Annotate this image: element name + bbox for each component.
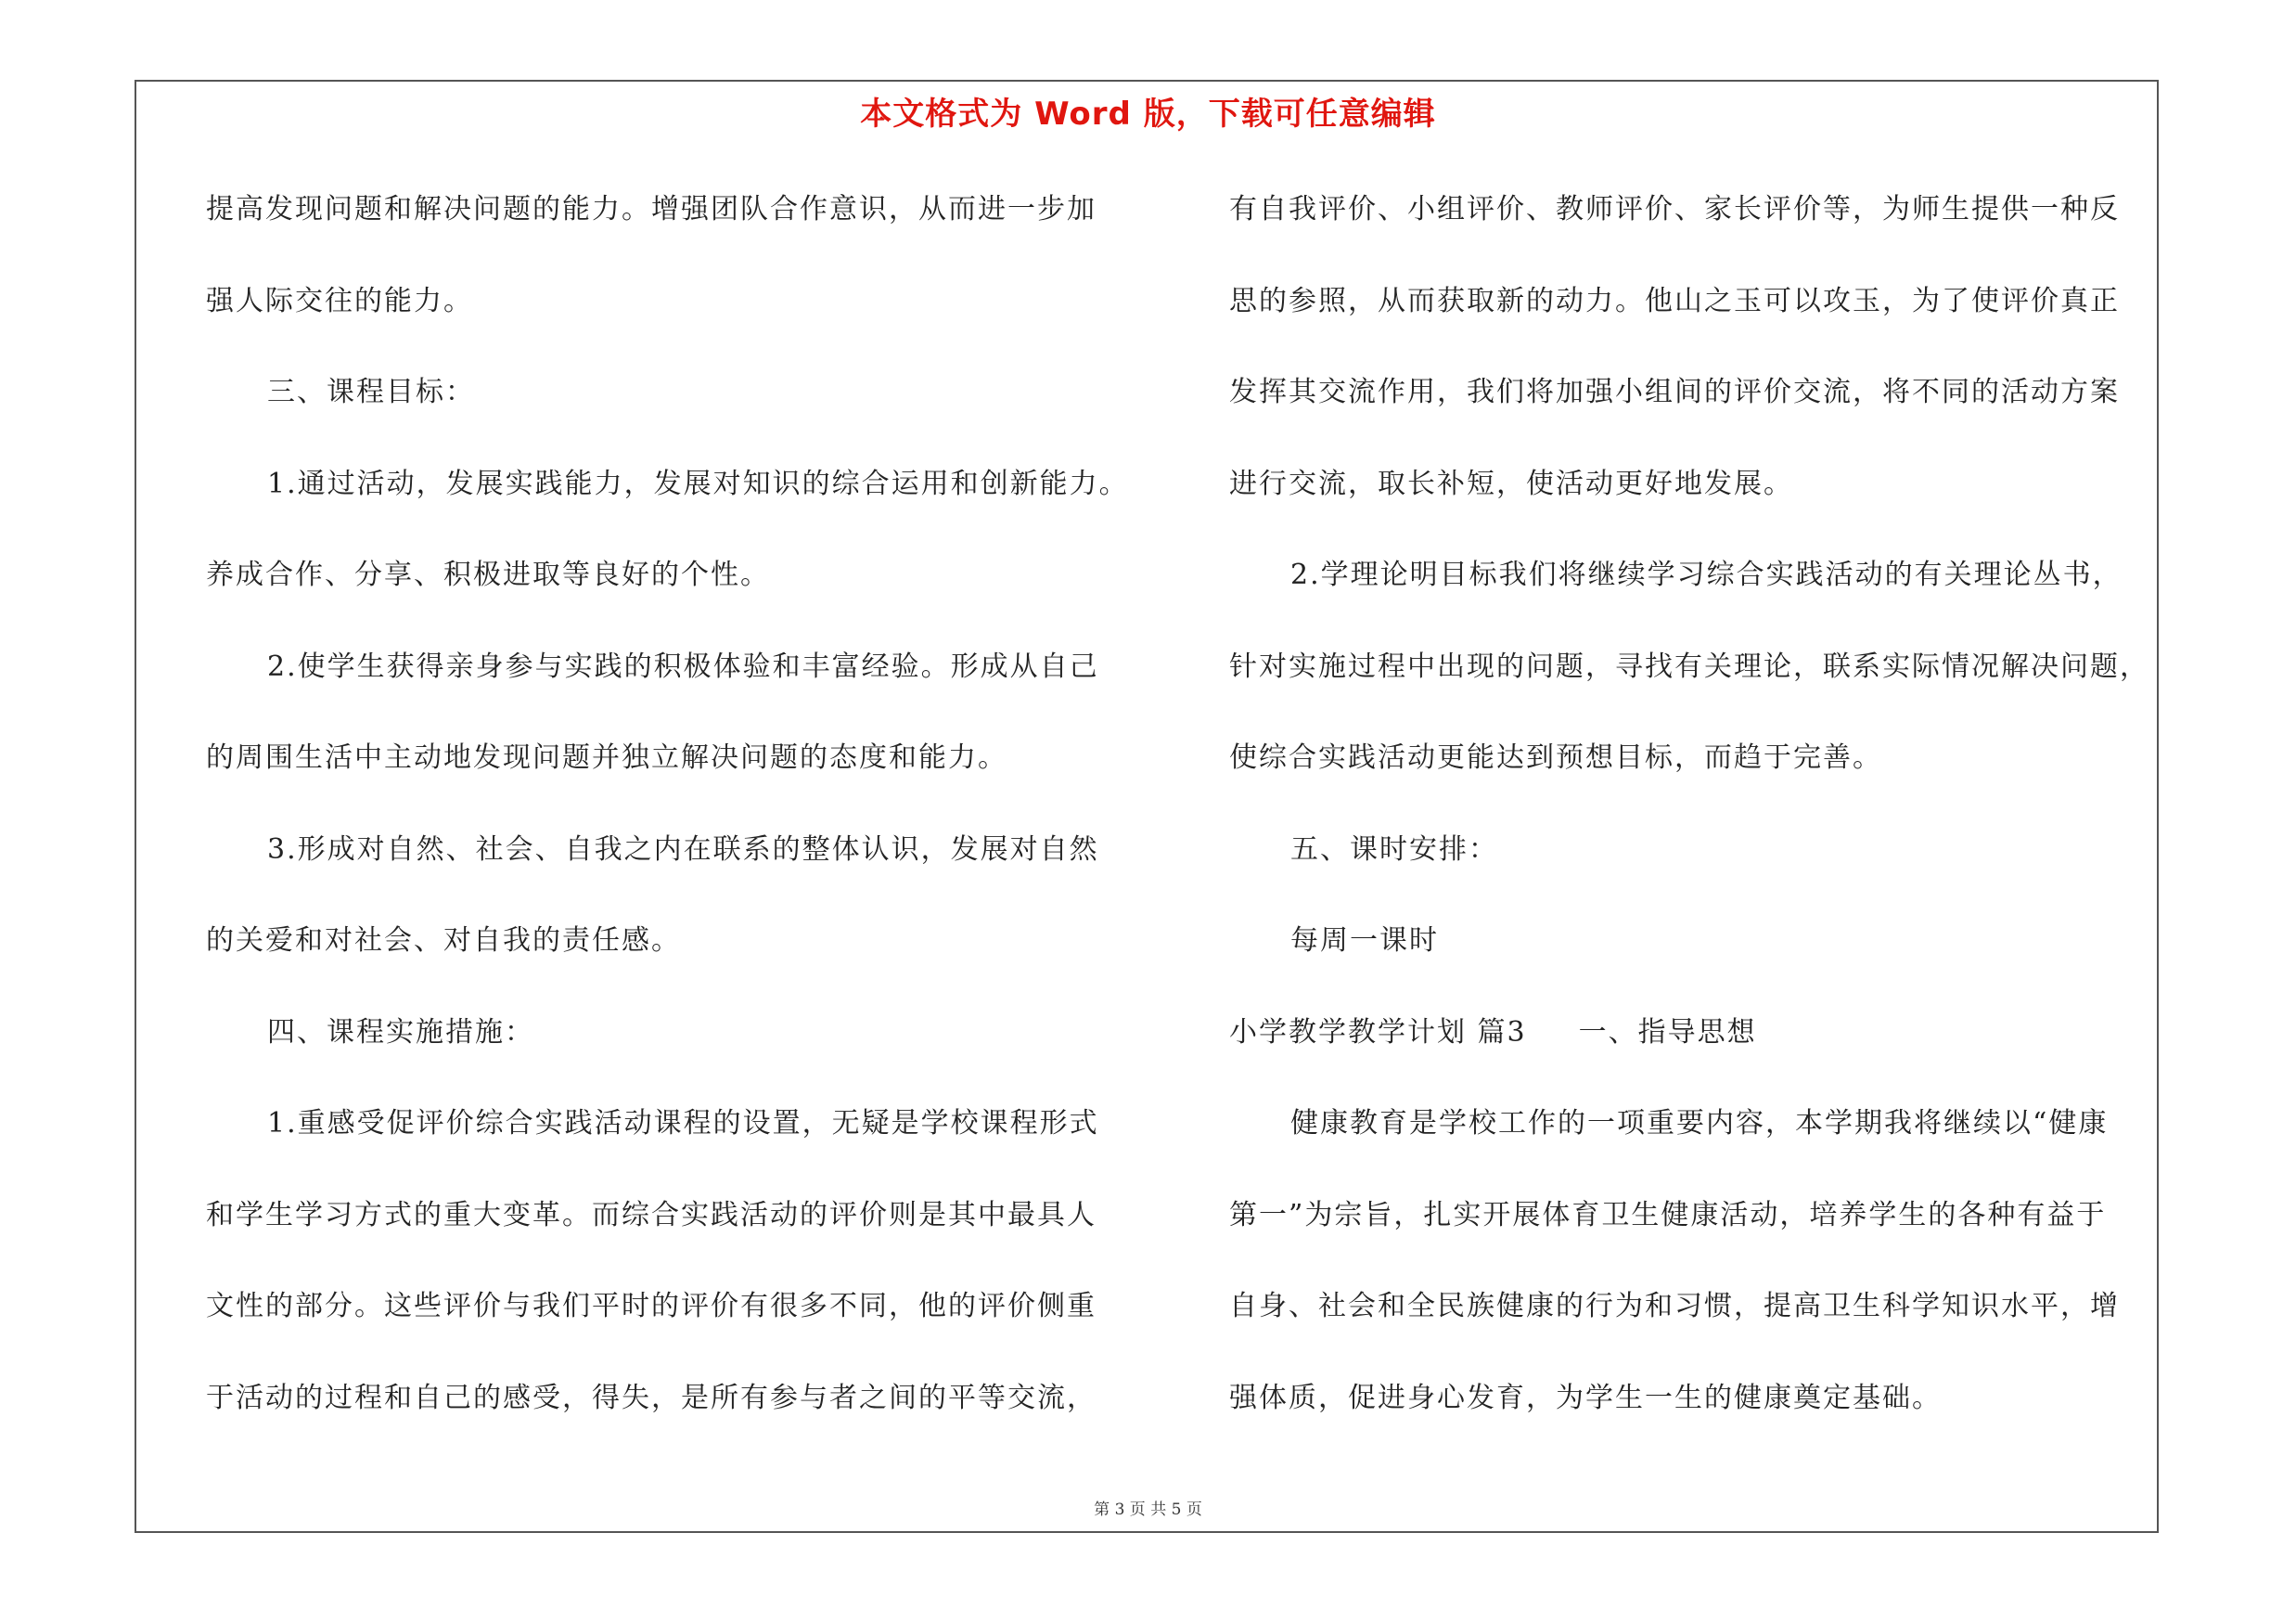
text-line [1229, 1371, 2166, 1462]
line-text: 进行交流，取长补短，使活动更好地发展。 [1229, 467, 1793, 500]
text-line [206, 913, 1134, 1005]
text-line [206, 182, 1134, 274]
text-line [1229, 1279, 2166, 1371]
line-text: 使综合实践活动更能达到预想目标，而趋于完善。 [1229, 741, 1882, 774]
line-text: 提高发现问题和解决问题的能力。增强团队合作意识，从而进一步加 [206, 193, 1097, 225]
text-line [206, 1371, 1134, 1462]
page-footer: 第 3 页 共 5 页 [1094, 1501, 1202, 1519]
text-line [206, 365, 1134, 457]
text-line [206, 822, 1134, 914]
line-text: 强体质，促进身心发育，为学生一生的健康奠定基础。 [1229, 1381, 1942, 1414]
text-line [1229, 365, 2166, 457]
text-line [1229, 639, 2166, 731]
text-line [206, 274, 1134, 366]
line-text: 有自我评价、小组评价、教师评价、家长评价等，为师生提供一种反 [1229, 193, 2120, 225]
line-text: 的周围生活中主动地发现问题并独立解决问题的态度和能力。 [206, 741, 1007, 774]
text-line [1229, 1096, 2166, 1188]
line-text: 三、课程目标： [267, 376, 475, 408]
text-line [1229, 913, 2166, 1005]
right-column [1229, 182, 2166, 1462]
text-line [1229, 457, 2166, 548]
text-line [1229, 1005, 2166, 1097]
line-text: 发挥其交流作用，我们将加强小组间的评价交流，将不同的活动方案 [1229, 376, 2120, 408]
section-heading: 一、指导思想 [1578, 1015, 1757, 1049]
line-text: 文性的部分。这些评价与我们平时的评价有很多不同，他的评价侧重 [206, 1290, 1097, 1322]
line-text: 小学教学教学计划 篇3 [1229, 1015, 1527, 1049]
text-line [206, 457, 1134, 548]
line-text: 自身、社会和全民族健康的行为和习惯，提高卫生科学知识水平，增 [1229, 1290, 2120, 1322]
line-text: 的关爱和对社会、对自我的责任感。 [206, 924, 681, 957]
format-banner: 本文格式为 Word 版，下载可任意编辑 [860, 96, 1436, 133]
text-line [206, 1005, 1134, 1097]
line-text: 强人际交往的能力。 [206, 284, 473, 317]
text-line [206, 730, 1134, 822]
text-line [206, 639, 1134, 731]
text-line [1229, 547, 2166, 639]
text-line [206, 1279, 1134, 1371]
line-text: 每周一课时 [1290, 924, 1439, 957]
line-text: 1.通过活动，发展实践能力，发展对知识的综合运用和创新能力。 [267, 467, 1129, 500]
line-text: 针对实施过程中出现的问题，寻找有关理论，联系实际情况解决问题， [1229, 650, 2149, 683]
line-text: 第一”为宗旨，扎实开展体育卫生健康活动，培养学生的各种有益于 [1229, 1198, 2107, 1231]
line-text: 于活动的过程和自己的感受，得失，是所有参与者之间的平等交流， [206, 1381, 1097, 1414]
text-line [206, 547, 1134, 639]
text-line [206, 1188, 1134, 1280]
line-text: 思的参照，从而获取新的动力。他山之玉可以攻玉，为了使评价真正 [1229, 284, 2120, 317]
line-text: 1.重感受促评价综合实践活动课程的设置，无疑是学校课程形式 [267, 1107, 1099, 1140]
text-line [1229, 1188, 2166, 1280]
text-line [1229, 182, 2166, 274]
text-line [206, 1096, 1134, 1188]
line-text: 3.形成对自然、社会、自我之内在联系的整体认识，发展对自然 [267, 832, 1099, 866]
text-line [1229, 274, 2166, 366]
line-text: 2.学理论明目标我们将继续学习综合实践活动的有关理论丛书， [1290, 559, 2123, 591]
line-text: 五、课时安排： [1290, 832, 1498, 866]
line-text: 四、课程实施措施： [267, 1015, 534, 1049]
line-text: 健康教育是学校工作的一项重要内容，本学期我将继续以“健康 [1290, 1107, 2109, 1140]
text-line [1229, 730, 2166, 822]
line-text: 2.使学生获得亲身参与实践的积极体验和丰富经验。形成从自己 [267, 650, 1099, 683]
line-text: 养成合作、分享、积极进取等良好的个性。 [206, 559, 770, 591]
line-text: 和学生学习方式的重大变革。而综合实践活动的评价则是其中最具人 [206, 1198, 1097, 1231]
left-column [206, 182, 1134, 1462]
text-line [1229, 822, 2166, 914]
